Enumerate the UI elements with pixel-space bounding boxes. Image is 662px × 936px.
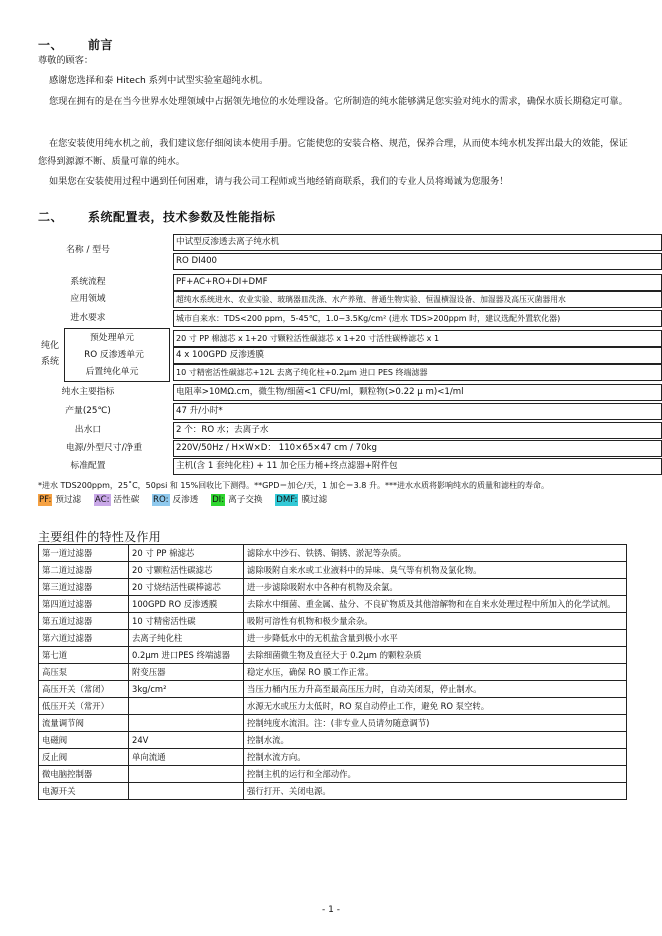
salutation: 尊敬的顾客： bbox=[38, 55, 94, 66]
component-name: 电源开关 bbox=[39, 783, 129, 800]
component-spec: 20 寸烧结活性碳棒滤芯 bbox=[129, 579, 244, 596]
spec-table bbox=[38, 234, 626, 476]
components-table bbox=[38, 544, 627, 800]
section2-title: 系统配置表，技术参数及性能指标 bbox=[88, 210, 276, 224]
component-spec: 单向流通 bbox=[129, 749, 244, 766]
component-name: 高压开关（常闭） bbox=[39, 681, 129, 698]
component-name: 第六道过滤器 bbox=[39, 630, 129, 647]
legend-ro-code: RO: bbox=[153, 495, 169, 505]
legend-di-text: 离子交换 bbox=[228, 495, 263, 505]
intro-paragraph-3: 在您安装使用纯水机之前，我们建议您仔细阅读本使用手册。它能使您的安装合格、规范，保养合理，从而使本纯水机发挥出最大的效能，保证您得到源源不断、质量可靠的纯水。 bbox=[38, 138, 628, 167]
spec-label-feedwater: 进水要求 bbox=[70, 313, 106, 323]
legend-ro-text: 反渗透 bbox=[172, 495, 199, 505]
component-name: 低压开关（常开） bbox=[39, 698, 129, 715]
component-spec: 100GPD RO 反渗透膜 bbox=[129, 596, 244, 613]
component-function: 控制主机的运行和全部动作。 bbox=[244, 766, 627, 783]
legend-pf-text: 预过滤 bbox=[55, 495, 82, 505]
spec-value-model-name: 中试型反渗透去离子纯水机 bbox=[173, 234, 662, 251]
component-name: 高压泵 bbox=[39, 664, 129, 681]
table-row bbox=[39, 596, 627, 613]
component-name: 微电脑控制器 bbox=[39, 766, 129, 783]
spec-label-ro-unit: RO 反渗透单元 bbox=[84, 350, 144, 360]
spec-value-model-code: RO DI400 bbox=[173, 253, 662, 270]
component-function: 去除细菌微生物及直径大于 0.2μm 的颗粒杂质 bbox=[244, 647, 627, 664]
component-function: 当压力桶内压力升高至最高压压力时，自动关闭泵，停止制水。 bbox=[244, 681, 627, 698]
component-spec: 附变压器 bbox=[129, 664, 244, 681]
component-name: 电磁阀 bbox=[39, 732, 129, 749]
spec-label-water-quality: 纯水主要指标 bbox=[61, 387, 115, 397]
legend-dmf-code: DMF: bbox=[276, 495, 298, 505]
component-name: 第二道过滤器 bbox=[39, 562, 129, 579]
spec-label-output: 产量(25℃) bbox=[65, 406, 111, 416]
spec-label-post-unit: 后置纯化单元 bbox=[85, 367, 139, 377]
component-function: 控制水流方向。 bbox=[244, 749, 627, 766]
table-row bbox=[39, 630, 627, 647]
component-function: 水源无水或压力太低时，RO 泵自动停止工作，避免 RO 泵空转。 bbox=[244, 698, 627, 715]
spec-value-feedwater: 城市自来水：TDS<200 ppm，5-45℃，1.0~3.5Kg/cm² (进水 TDS>200ppm 时，建议选配外置软化器) bbox=[173, 310, 662, 327]
table-row bbox=[39, 681, 627, 698]
purification-system-label: 纯化系统 bbox=[40, 341, 59, 367]
spec-footnote: *进水 TDS200ppm，25˚C，50psi 和 15%回收比下测得。**GPD＝加仑/天，1 加仑＝3.8 升。***进水水质将影响纯水的质量和滤柱的寿命。 bbox=[38, 481, 549, 490]
component-function: 控制水流。 bbox=[244, 732, 627, 749]
intro-paragraph-4: 如果您在安装使用过程中遇到任何困难，请与我公司工程师或当地经销商联系，我们的专业人员将竭诚为您服务！ bbox=[49, 176, 509, 187]
spec-label-model: 名称 / 型号 bbox=[66, 245, 110, 255]
component-function: 强行打开、关闭电源。 bbox=[244, 783, 627, 800]
component-function: 稳定水压，确保 RO 膜工作正常。 bbox=[244, 664, 627, 681]
component-name: 第七道 bbox=[39, 647, 129, 664]
component-spec: 20 寸颗粒活性碳滤芯 bbox=[129, 562, 244, 579]
table-row bbox=[39, 732, 627, 749]
table-row bbox=[39, 545, 627, 562]
component-name: 第四道过滤器 bbox=[39, 596, 129, 613]
table-row bbox=[39, 647, 627, 664]
component-name: 第一道过滤器 bbox=[39, 545, 129, 562]
legend-pf-code: PF: bbox=[39, 495, 52, 505]
spec-value-process: PF+AC+RO+DI+DMF bbox=[173, 274, 662, 291]
section3-heading: 主要组件的特性及作用 bbox=[38, 530, 162, 544]
component-spec: 0.2μm 进口PES 终端滤器 bbox=[129, 647, 244, 664]
component-name: 第五道过滤器 bbox=[39, 613, 129, 630]
spec-value-application: 超纯水系统进水、农业实验、玻璃器皿洗涤、水产养殖、普通生物实验、恒温横湿设备、加湿器及高压灭菌器用水 bbox=[173, 291, 662, 308]
component-function: 进一步滤除吸附水中各种有机物及余氯。 bbox=[244, 579, 627, 596]
intro-paragraph-2: 您现在拥有的是在当今世界水处理领域中占据领先地位的水处理设备。它所制造的纯水能够满足您实验对纯水的需求，确保水质长期稳定可靠。 bbox=[49, 96, 628, 107]
component-spec bbox=[129, 783, 244, 800]
spec-value-power: 220V/50Hz / H×W×D： 110×65×47 cm / 70kg bbox=[173, 440, 662, 457]
table-row bbox=[39, 562, 627, 579]
component-name: 流量调节阀 bbox=[39, 715, 129, 732]
table-row bbox=[39, 664, 627, 681]
component-function: 滤除水中沙石、铁锈、铜锈、淤泥等杂质。 bbox=[244, 545, 627, 562]
table-row bbox=[39, 749, 627, 766]
spec-value-post-unit: 10 寸精密活性碳滤芯+12L 去离子纯化柱+0.2μm 进口 PES 终端滤器 bbox=[173, 364, 662, 381]
section2-heading bbox=[38, 208, 276, 225]
spec-label-outlets: 出水口 bbox=[74, 425, 102, 435]
spec-label-pretreatment: 预处理单元 bbox=[90, 333, 134, 343]
spec-value-ro-unit: 4 x 100GPD 反渗透膜 bbox=[173, 347, 662, 364]
component-spec: 3kg/cm² bbox=[129, 681, 244, 698]
spec-label-application: 应用领域 bbox=[70, 294, 106, 304]
table-row bbox=[39, 715, 627, 732]
table-row bbox=[39, 783, 627, 800]
component-spec bbox=[129, 715, 244, 732]
section2-number: 二、 bbox=[38, 210, 64, 224]
section1-number: 一、 bbox=[38, 38, 64, 52]
component-function: 进一步降低水中的无机盐含量到极小水平 bbox=[244, 630, 627, 647]
component-spec: 去离子纯化柱 bbox=[129, 630, 244, 647]
spec-value-output: 47 升/小时* bbox=[173, 403, 662, 420]
component-name: 第三道过滤器 bbox=[39, 579, 129, 596]
component-function: 吸附可溶性有机物和极少量余杂。 bbox=[244, 613, 627, 630]
component-spec bbox=[129, 698, 244, 715]
spec-value-standard-config: 主机(含 1 套纯化柱) + 11 加仑压力桶+终点滤器+附件包 bbox=[173, 458, 662, 475]
abbreviation-legend bbox=[38, 494, 337, 506]
component-spec bbox=[129, 766, 244, 783]
component-function: 滤除吸附自来水或工业液料中的异味、臭气等有机物及氯化物。 bbox=[244, 562, 627, 579]
component-spec: 10 寸精密活性碳 bbox=[129, 613, 244, 630]
legend-ac-text: 活性碳 bbox=[113, 495, 140, 505]
spec-label-power: 电源/外型尺寸/净重 bbox=[65, 443, 143, 453]
component-function: 控制纯度水流泪。注：(非专业人员请勿随意调节) bbox=[244, 715, 627, 732]
spec-value-water-quality: 电阻率>10MΩ.cm，微生物/细菌<1 CFU/ml，颗粒物(>0.22 μ m)<1/ml bbox=[173, 384, 662, 401]
legend-di-code: DI: bbox=[212, 495, 225, 505]
spec-value-pretreatment: 20 寸 PP 棉滤芯 x 1+20 寸颗粒活性碳滤芯 x 1+20 寸活性碳棒滤芯 x 1 bbox=[173, 330, 662, 347]
section1-heading bbox=[38, 36, 113, 53]
table-row bbox=[39, 613, 627, 630]
legend-ac-code: AC: bbox=[94, 495, 110, 505]
table-row bbox=[39, 766, 627, 783]
spec-label-standard-config: 标准配置 bbox=[70, 461, 106, 471]
spec-label-process: 系统流程 bbox=[70, 277, 106, 287]
spec-value-outlets: 2 个：RO 水；去离子水 bbox=[173, 422, 662, 439]
table-row bbox=[39, 579, 627, 596]
component-function: 去除水中细菌、重金属、盐分、不良矿物质及其他溶解物和在自来水处理过程中所加入的化学试剂。 bbox=[244, 596, 627, 613]
legend-dmf-text: 膜过滤 bbox=[301, 495, 328, 505]
component-name: 反止阀 bbox=[39, 749, 129, 766]
intro-paragraph-1: 感谢您选择和泰 Hitech 系列中试型实验室超纯水机。 bbox=[49, 75, 269, 86]
table-row bbox=[39, 698, 627, 715]
component-spec: 24V bbox=[129, 732, 244, 749]
section1-title: 前言 bbox=[88, 38, 114, 52]
page-number: - 1 - bbox=[322, 905, 340, 915]
component-spec: 20 寸 PP 棉滤芯 bbox=[129, 545, 244, 562]
